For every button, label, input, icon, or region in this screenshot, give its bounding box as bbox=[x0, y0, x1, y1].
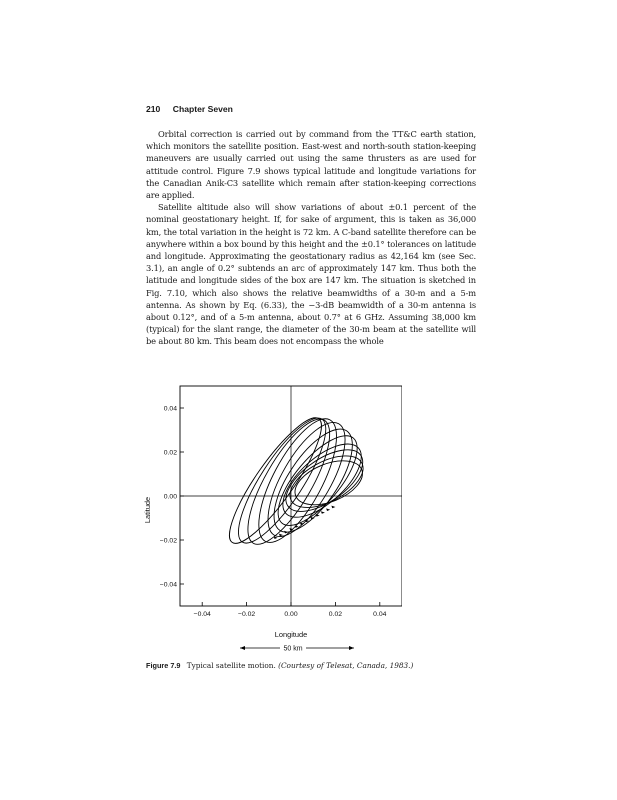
satellite-motion-chart bbox=[140, 378, 402, 658]
scale-arrow-right bbox=[349, 646, 354, 650]
x-tick-label: 0.04 bbox=[373, 611, 387, 618]
x-tick-label: −0.02 bbox=[237, 611, 256, 618]
running-header bbox=[146, 104, 233, 114]
x-axis-label: Longitude bbox=[274, 630, 308, 639]
caption-text: Typical satellite motion. bbox=[186, 661, 276, 670]
body-text bbox=[146, 128, 476, 348]
paragraph: Satellite altitude also will show variations of about ±0.1 percent of the nominal geostationary height. If, for sake of argument, this is taken as 36,000 km, the total variation in the height is 72 km. A C-band satellite therefore can be anywhere within a box bound by this height and the ±0.1° tolerances on latitude and longitude. Approximating the geostationary radius as 42,164 km (see Sec. 3.1), an angle of 0.2° subtends an arc of approximately 147 km. Thus both the latitude and longitude sides of the box are 147 km. The situation is sketched in Fig. 7.10, which also shows the relative beamwidths of a 30-m and a 5-m antenna. As shown by Eq. (6.33), the −3-dB beamwidth of a 30-m antenna is about 0.12°, and of a 5-m antenna, about 0.7° at 6 GHz. Assuming 38,000 km (typical) for the slant range, the diameter of the 30-m beam at the satellite will be about 80 km. This beam does not encompass the whole bbox=[146, 202, 476, 347]
x-tick-label: 0.00 bbox=[284, 611, 298, 618]
orbit-loop bbox=[253, 412, 360, 548]
caption-courtesy: (Courtesy of Telesat, Canada, 1983.) bbox=[278, 661, 414, 670]
x-tick-label: 0.02 bbox=[328, 611, 343, 618]
orbit-loop bbox=[282, 445, 371, 518]
x-tick-label: −0.04 bbox=[193, 611, 211, 618]
direction-arrow bbox=[321, 511, 325, 514]
y-tick-label: 0.02 bbox=[163, 449, 177, 457]
direction-arrow bbox=[279, 534, 283, 537]
y-tick-label: 0.04 bbox=[163, 405, 177, 413]
y-axis-label: Latitude bbox=[143, 496, 152, 524]
y-tick-label: 0.00 bbox=[163, 493, 177, 501]
scale-label: 50 km bbox=[283, 645, 303, 653]
figure-7-9 bbox=[140, 378, 402, 658]
paragraph: Orbital correction is carried out by command from the TT&C earth station, which monitors the satellite position. East-west and north-south station-keeping maneuvers are usually carried out using the same thrusters as are used for attitude control. Figure 7.9 shows typical latitude and longitude variations for the Canadian Anik-C3 satellite which remain after station-keeping corrections are applied. bbox=[146, 129, 476, 201]
caption-label: Figure 7.9 bbox=[146, 661, 181, 670]
y-tick-label: −0.02 bbox=[159, 537, 177, 545]
direction-arrow bbox=[284, 531, 288, 534]
figure-caption bbox=[146, 661, 413, 670]
chapter-title: Chapter Seven bbox=[172, 104, 233, 114]
scale-arrow-left bbox=[240, 646, 245, 650]
direction-arrow bbox=[326, 508, 330, 511]
y-tick-label: −0.04 bbox=[159, 581, 177, 589]
page-number: 210 bbox=[146, 104, 161, 114]
direction-arrow bbox=[331, 506, 335, 509]
